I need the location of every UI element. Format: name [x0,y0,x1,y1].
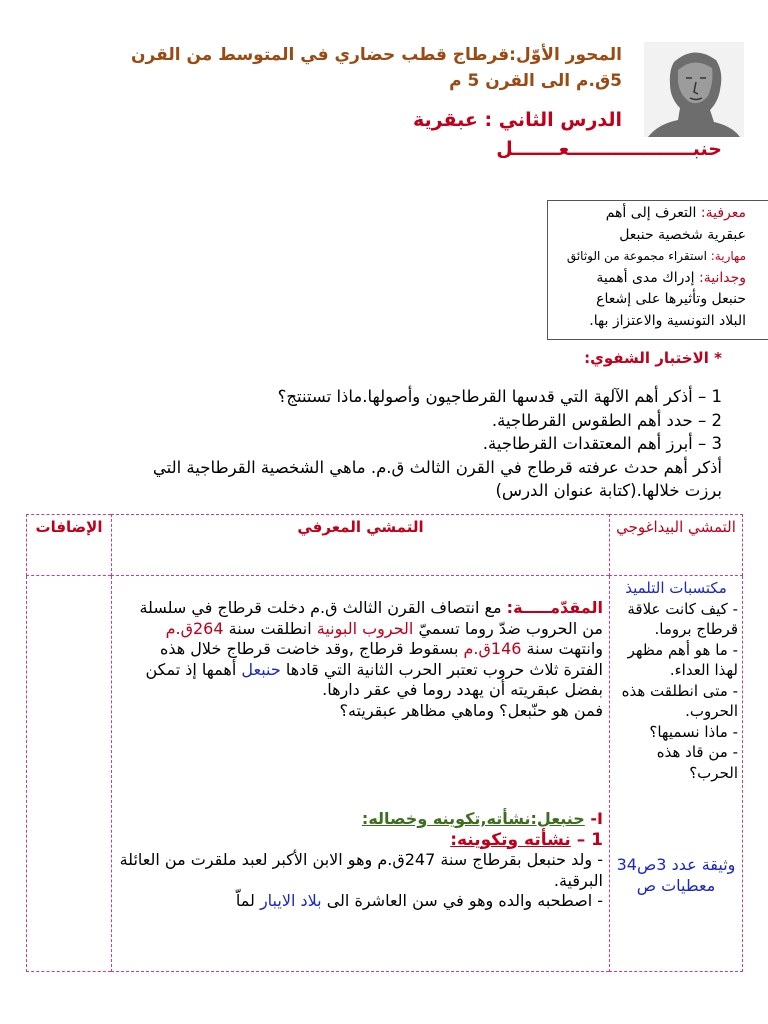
header-cognitive: التمشي المعرفي [112,515,610,576]
objective-skill: مهارية: استقراء مجموعة من الوثائق [566,249,746,263]
oral-questions [122,385,722,503]
pedagogical-item: - كيف كانت علاقة قرطاج بروما. [627,599,738,638]
header-additions: الإضافات [27,515,112,576]
header-pedagogical: التمشي البيداغوجي [610,515,743,576]
objective-affective-end: البلاد التونسية والاعتزاز بها. [589,312,746,329]
pedagogical-item: - ماذا نسميها؟ [649,722,738,741]
objective-affective: وجدانية: إدراك مدى أهمية [596,269,746,286]
hannibal-bust-image [644,42,744,137]
section-heading: I- حنبعل:نشأته,تكوينه وخصاله: [361,809,603,828]
pedagogical-item: - ما هو أهم مظهر لهذا العداء. [627,640,738,679]
objective-affective-cont: حنبعل وتأثيرها على إشعاع [596,291,746,307]
pedagogical-column [610,576,743,972]
childhood-point: - اصطحبه والده وهو في سن العاشرة الى بلاد الايبار لماّ [235,891,603,910]
cognitive-column [112,576,610,972]
lesson-title: الدرس الثاني : عبقرية [413,109,622,131]
oral-test-title: * الاختبار الشفوي: [584,349,722,367]
student-prior-knowledge-title: مكتسبات التلميذ [625,579,727,597]
document-reference: وثيقة عدد 3ص34 معطيات ص [616,855,736,895]
introduction-question: فمن هو حنّبعل؟ وماهي مظاهر عبقريته؟ [339,700,603,720]
additions-column [27,576,112,972]
objective-knowledge-cont: عبقرية شخصية حنبعل [619,226,746,243]
question-1: 1 – أذكر أهم الآلهة التي قدسها القرطاجيون وأصولها.ماذا تستنتج؟ [277,387,722,406]
subsection-heading: 1 – نشأته وتكوينه: [450,829,603,850]
pedagogical-item: - من قاد هذه الحرب؟ [656,743,738,782]
birth-point: - ولد حنبعل بقرطاج سنة 247ق.م وهو الابن الأكبر لعبد ملقرت من العائلة البرقية. [119,850,603,890]
pedagogical-item: - متى انطلقت هذه الحروب. [621,681,738,720]
axis-title: المحور الأوّل:قرطاج قطب حضاري في المتوسط من القرن 5ق.م الى القرن 5 م [131,45,622,91]
objectives-box [547,200,768,340]
lesson-table [26,514,743,972]
introduction-paragraph: المقدّمـــــة: مع انتصاف القرن الثالث ق.م دخلت قرطاج في سلسلة من الحروب ضدّ روما تسميّ الحروب البونية انطلقت سنة 264ق.م وانتهت سنة 146ق.م بسقوط قرطاج ,وقد خاضت قرطاج خلال هذه الفترة ثلاث حروب تعتبر الحرب الثانية التي قادها حنبعل أهمها إذ تمكن بفضل عبقريته أن يهدد روما في عقر دارها. [139,598,603,699]
lesson-title-name: حنبـــــــــــــــــــعـــــــل [496,138,722,160]
question-4: أذكر أهم حدث عرفته قرطاج في القرن الثالث ق.م. ماهي الشخصية القرطاجية التي برزت خلالها.(كتابة عنوان الدرس) [152,457,722,500]
question-3: 3 – أبرز أهم المعتقدات القرطاجية. [482,434,722,453]
objective-knowledge: معرفية: التعرف إلى أهم [605,205,746,221]
question-2: 2 – حدد أهم الطقوس القرطاجية. [491,410,722,430]
